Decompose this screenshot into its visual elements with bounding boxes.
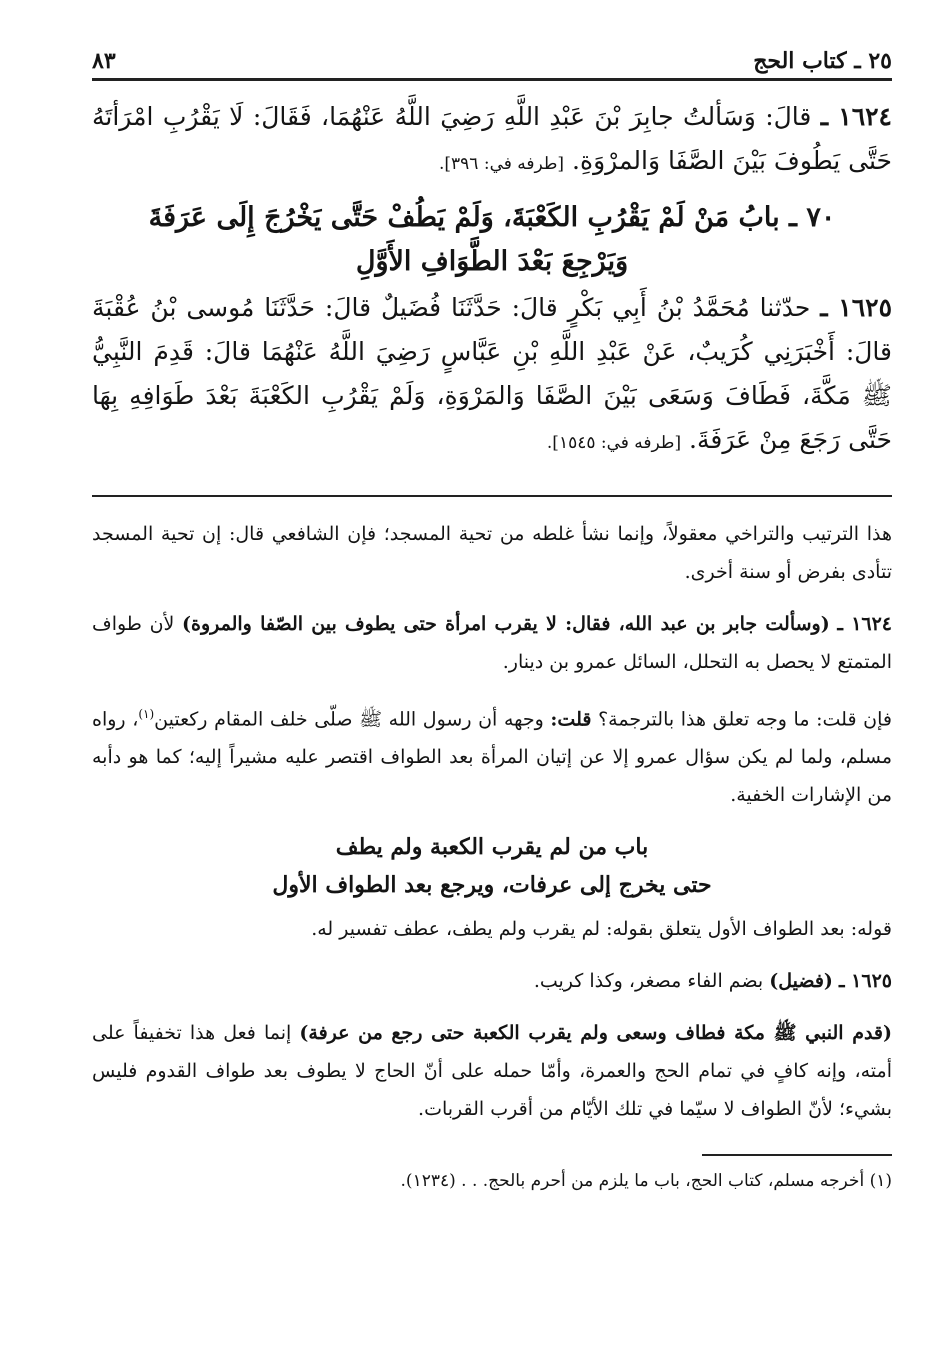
commentary-quote: (قدم النبي ﷺ مكة فطاف وسعى ولم يقرب الكعبة حتى رجع من عرفة)	[299, 1022, 892, 1045]
hadith-reference: [طرفه في: ٣٩٦].	[439, 154, 565, 174]
commentary-text: لأن طواف المتمتع لا يحصل به التحلل، السائل عمرو بن دينار.	[92, 613, 892, 673]
hadith-text: قالَ: وَسَألتُ جابِرَ بْنَ عَبْدِ اللَّهِ رَضِيَ اللَّهُ عَنْهُمَا، فَقَالَ: لَا يَقْرُبِ امْرَأتَهُ حَتَّى يَطُوفَ بَيْنَ الصَّفَا وَالمرْوَةِ.	[92, 102, 892, 175]
commentary-text: إنما فعل هذا تخفيفاً على أمته، وإنه كافٍ في تمام الحج والعمرة، وأمّا حمله على أنّ الحاج لا يطوف بعد طواف القدوم فليس بشيء؛ لأنّ الطواف لا سيّما في تلك الأيّام من أقرب القربات.	[92, 1022, 892, 1121]
commentary-paragraph: قوله: بعد الطواف الأول يتعلق بقوله: لم يقرب ولم يطف، عطف تفسير له.	[311, 918, 892, 941]
commentary-text: وجهه أن رسول الله ﷺ صلّى خلف المقام ركعتين	[154, 708, 544, 731]
commentary-answer-label: قلت:	[550, 708, 592, 731]
commentary-chapter-heading	[92, 828, 892, 904]
commentary-paragraph	[92, 1014, 892, 1128]
commentary-text: ، رواه مسلم، ولما لم يكن سؤال عمرو إلا عن إتيان المرأة بعد الطواف اقتصر عليه مشيراً إليه؛ كما هو دأبه من الإشارات الخفية.	[92, 708, 892, 807]
footnote-text: أخرجه مسلم، كتاب الحج، باب ما يلزم من أحرم بالحج. . . (١٢٣٤).	[400, 1171, 865, 1192]
commentary-number: ١٦٢٤ ـ	[837, 613, 893, 635]
hadith-1625	[92, 286, 892, 465]
hadith-text: حدّثنا مُحَمَّدُ بْنُ أَبِي بَكْرٍ قالَ: حَدَّثَنَا فُضَيلٌ قالَ: حَدَّثَنَا مُوسى بْنُ عُقْبَةَ قالَ: أَخْبَرَنِي كُرَيبٌ، عَنْ عَبْدِ اللَّهِ بْنِ عَبَّاسٍ رَضِيَ اللَّهُ عَنْهُمَا قالَ: قَدِمَ النَّبِيُّ ﷺ مَكَّةَ، فَطَافَ وَسَعَى بَيْنَ الصَّفَا وَالمَرْوَةِ، وَلَمْ يَقْرُبِ الكَعْبَةَ بَعْدَ طَوَافِهِ بِهَا حَتَّى رَجَعَ مِنْ عَرَفَةَ.	[92, 293, 892, 454]
footnote-rule	[702, 1154, 892, 1156]
footnote-marker: (١)	[138, 707, 155, 721]
hadith-1624	[92, 95, 892, 186]
commentary-quote: (فضيل)	[769, 970, 833, 993]
commentary-text: فإن قلت: ما وجه تعلق هذا بالترجمة؟	[598, 708, 892, 731]
matn-section	[92, 95, 892, 465]
commentary-paragraph	[92, 962, 892, 1000]
footnote-number: (١)	[869, 1171, 892, 1192]
commentary-paragraph: هذا الترتيب والتراخي معقولاً، وإنما نشأ غلطه من تحية المسجد؛ فإن الشافعي قال: إن تحية المسجد تتأدى بفرض أو سنة أخرى.	[92, 523, 892, 583]
commentary-heading-line-2: حتى يخرج إلى عرفات، ويرجع بعد الطواف الأول	[272, 872, 712, 899]
chapter-heading-line-2: وَيَرْجِعَ بَعْدَ الطَّوَافِ الأَوَّلِ	[355, 246, 629, 277]
hadith-number: ١٦٢٥ ـ	[820, 293, 893, 322]
page-number: ٨٣	[92, 48, 116, 74]
chapter-heading-70	[92, 196, 892, 284]
chapter-title: ٢٥ ـ كتاب الحج	[753, 48, 892, 74]
commentary-paragraph	[92, 605, 892, 681]
commentary-section	[92, 515, 892, 1128]
footnote	[92, 1166, 892, 1196]
commentary-heading-line-1: باب من لم يقرب الكعبة ولم يطف	[335, 834, 649, 861]
commentary-number: ١٦٢٥ ـ	[838, 970, 892, 993]
section-divider	[92, 495, 892, 497]
hadith-reference: [طرفه في: ١٥٤٥].	[546, 433, 682, 453]
chapter-heading-line-1: ٧٠ ـ بابُ مَنْ لَمْ يَقْرُبِ الكَعْبَةَ، وَلَمْ يَطُفْ حَتَّى يَخْرُجَ إِلَى عَرَفَةَ	[148, 202, 836, 233]
commentary-quote: (وسألت جابر بن عبد الله، فقال: لا يقرب امرأة حتى يطوف بين الصّفا والمروة)	[182, 613, 830, 635]
commentary-text: بضم الفاء مصغر، وكذا كريب.	[533, 970, 764, 993]
hadith-number: ١٦٢٤ ـ	[820, 102, 892, 131]
commentary-paragraph	[92, 695, 892, 814]
page-header	[92, 36, 892, 81]
